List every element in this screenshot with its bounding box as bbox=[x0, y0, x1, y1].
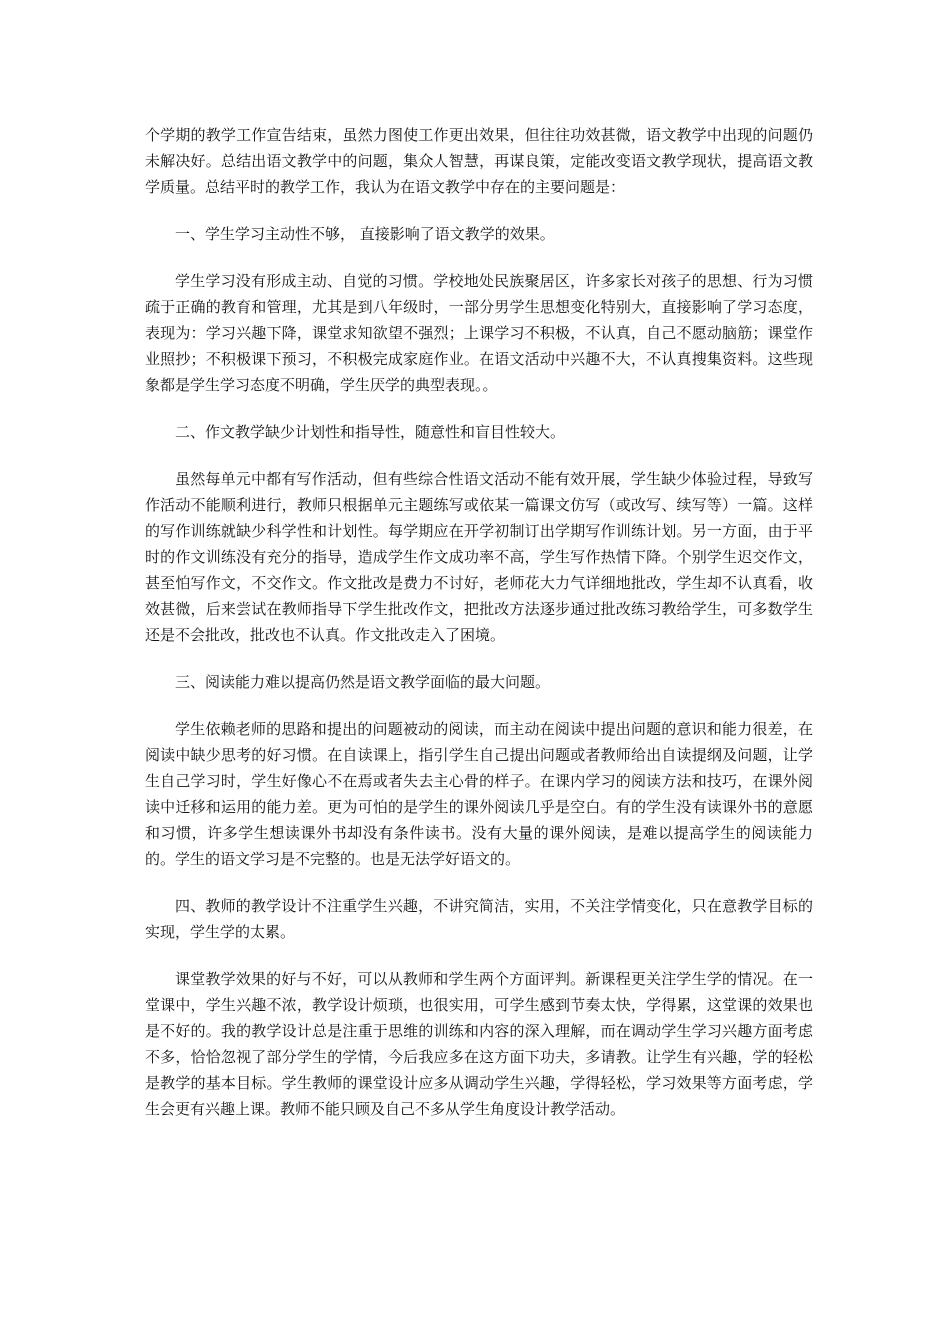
intro-paragraph: 个学期的教学工作宣告结束，虽然力图使工作更出效果，但往往功效甚微，语文教学中出现的问题仍未解决好。总结出语文教学中的问题，集众人智慧，再谋良策，定能改变语文教学现状，提高语文教学质量。总结平时的教学工作，我认为在语文教学中存在的主要问题是： bbox=[145, 126, 813, 196]
section-4-body: 课堂教学效果的好与不好，可以从教师和学生两个方面评判。新课程更关注学生学的情况。在一堂课中，学生兴趣不浓，教学设计烦琐，也很实用，可学生感到节奏太快，学得累，这堂课的效果也是不好的。我的教学设计总是注重于思维的训练和内容的深入理解，而在调动学生学习兴趣方面考虑不多，恰恰忽视了部分学生的学情，今后我应多在这方面下功夫，多请教。让学生有兴趣，学的轻松是教学的基本目标。学生教师的课堂设计应多从调动学生兴趣，学得轻松，学习效果等方面考虑，学生会更有兴趣上课。教师不能只顾及自己不多从学生角度设计教学活动。 bbox=[145, 970, 813, 1118]
section-1-heading: 一、学生学习主动性不够， 直接影响了语文教学的效果。 bbox=[175, 225, 555, 243]
section-2-heading: 二、作文教学缺少计划性和指导性，随意性和盲目性较大。 bbox=[175, 423, 566, 441]
section-4-heading: 四、教师的教学设计不注重学生兴趣，不讲究简洁，实用，不关注学情变化，只在意教学目标的实现，学生学的太累。 bbox=[145, 897, 813, 941]
section-3-body: 学生依赖老师的思路和提出的问题被动的阅读，而主动在阅读中提出问题的意识和能力很差，在阅读中缺少思考的好习惯。在自读课上，指引学生自己提出问题或者教师给出自读提纲及问题，让学生自己学习时，学生好像心不在焉或者失去主心骨的样子。在课内学习的阅读方法和技巧，在课外阅读中迁移和运用的能力差。更为可怕的是学生的课外阅读几乎是空白。有的学生没有读课外书的意愿和习惯，许多学生想读课外书却没有条件读书。没有大量的课外阅读，是难以提高学生的阅读能力的。学生的语文学习是不完整的。也是无法学好语文的。 bbox=[145, 720, 813, 868]
document-page bbox=[145, 122, 813, 1143]
section-2-body: 虽然每单元中都有写作活动，但有些综合性语文活动不能有效开展，学生缺少体验过程，导致写作活动不能顺利进行，教师只根据单元主题练写或依某一篇课文仿写（或改写、续写等）一篇。这样的写作训练就缺少科学性和计划性。每学期应在开学初制订出学期写作训练计划。另一方面，由于平时的作文训练没有充分的指导，造成学生作文成功率不高，学生写作热情下降。个别学生迟交作文，甚至怕写作文，不交作文。作文批改是费力不讨好，老师花大力气详细地批改，学生却不认真看，收效甚微，后来尝试在教师指导下学生批改作文，把批改方法逐步通过批改练习教给学生，可多数学生还是不会批改，批改也不认真。作文批改走入了困境。 bbox=[145, 470, 813, 644]
section-3-heading: 三、阅读能力难以提高仍然是语文教学面临的最大问题。 bbox=[175, 673, 551, 691]
section-1-body: 学生学习没有形成主动、自觉的习惯。学校地处民族聚居区，许多家长对孩子的思想、行为习惯疏于正确的教育和管理，尤其是到八年级时，一部分男学生思想变化特别大，直接影响了学习态度，表现为：学习兴趣下降，课堂求知欲望不强烈；上课学习不积极，不认真，自己不愿动脑筋；课堂作业照抄；不积极课下预习，不积极完成家庭作业。在语文活动中兴趣不大，不认真搜集资料。这些现象都是学生学习态度不明确，学生厌学的典型表现。。 bbox=[145, 272, 813, 394]
